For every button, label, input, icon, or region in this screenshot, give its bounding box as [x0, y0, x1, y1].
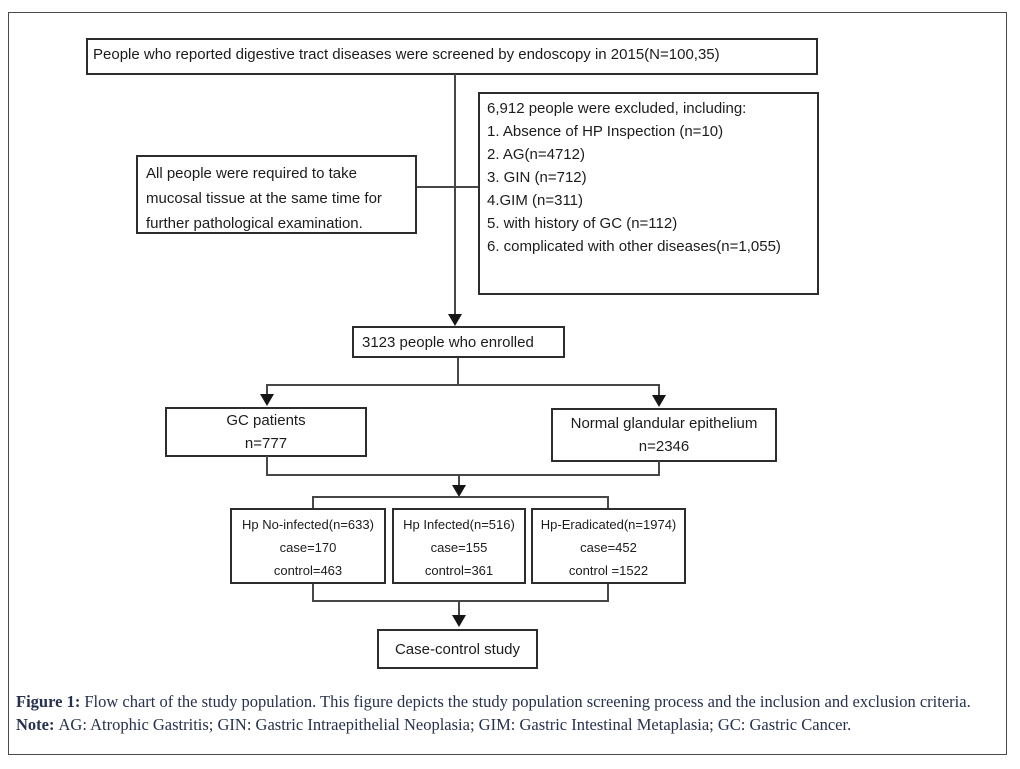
connector-line [458, 601, 460, 616]
excluded-title: 6,912 people were excluded, including: [487, 100, 747, 117]
arrow-down-icon [652, 395, 666, 407]
note-text: AG: Atrophic Gastritis; GIN: Gastric Intraepithelial Neoplasia; GIM: Gastric Intestinal Metaplasia; GC: Gastric Cancer. [58, 715, 852, 734]
excluded-item: 1. Absence of HP Inspection (n=10) [487, 123, 724, 140]
connector-line [454, 74, 456, 316]
figure-text: Flow chart of the study population. This figure depicts the study population screening process and the inclusion and exclusion criteria. [84, 692, 971, 711]
arrow-down-icon [452, 615, 466, 627]
hp-infected-case: case=155 [430, 539, 488, 555]
excluded-item: 3. GIN (n=712) [487, 169, 587, 186]
mucosal-line: further pathological examination. [146, 215, 363, 232]
excluded-box [478, 92, 819, 295]
excluded-item: 5. with history of GC (n=112) [487, 215, 678, 232]
hp-noninfected-control: control=463 [273, 562, 343, 578]
hp-noninfected-label: Hp No-infected(n=633) [242, 516, 374, 532]
hp-noninfected-case: case=170 [279, 539, 337, 555]
connector-line [312, 600, 609, 602]
case-control-box [377, 629, 538, 669]
figure-label: Figure 1: [16, 692, 81, 711]
connector-line [312, 496, 609, 498]
hp-eradicated-box [531, 508, 686, 584]
gc-patients-box [165, 407, 367, 457]
normal-epithelium-box [551, 408, 777, 462]
hp-infected-box [392, 508, 526, 584]
connector-line [312, 497, 314, 508]
figure-caption [16, 690, 1004, 736]
excluded-item: 2. AG(n=4712) [487, 146, 585, 163]
gc-patients-count: n=777 [244, 435, 288, 452]
case-control-label: Case-control study [394, 640, 521, 658]
hp-infected-control: control=361 [424, 562, 494, 578]
note-label: Note: [16, 715, 55, 734]
enrolled-text: 3123 people who enrolled [362, 333, 534, 351]
enrolled-box [352, 326, 565, 358]
excluded-item: 4.GIM (n=311) [487, 192, 584, 209]
arrow-down-icon [260, 394, 274, 406]
normal-epithelium-label: Normal glandular epithelium [570, 415, 758, 432]
screened-text: People who reported digestive tract diseases were screened by endoscopy in 2015(N=100,35) [93, 46, 720, 63]
excluded-item: 6. complicated with other diseases(n=1,055) [487, 238, 781, 255]
hp-infected-label: Hp Infected(n=516) [403, 516, 515, 532]
connector-line [266, 384, 660, 386]
mucosal-line: mucosal tissue at the same time for [146, 190, 382, 207]
hp-noninfected-box [230, 508, 386, 584]
connector-line [457, 358, 459, 386]
connector-line [266, 474, 660, 476]
gc-patients-label: GC patients [226, 412, 306, 429]
connector-line [417, 186, 478, 188]
screened-box [86, 38, 818, 75]
mucosal-note-box [136, 155, 417, 234]
hp-eradicated-label: Hp-Eradicated(n=1974) [540, 516, 677, 532]
hp-eradicated-case: case=452 [580, 539, 637, 555]
figure-note-line [16, 713, 1004, 736]
arrow-down-icon [448, 314, 462, 326]
normal-epithelium-count: n=2346 [638, 438, 690, 455]
mucosal-line: All people were required to take [146, 165, 357, 182]
figure-caption-line [16, 690, 1004, 713]
hp-eradicated-control: control =1522 [568, 562, 649, 578]
connector-line [607, 497, 609, 508]
connector-line [266, 456, 268, 476]
